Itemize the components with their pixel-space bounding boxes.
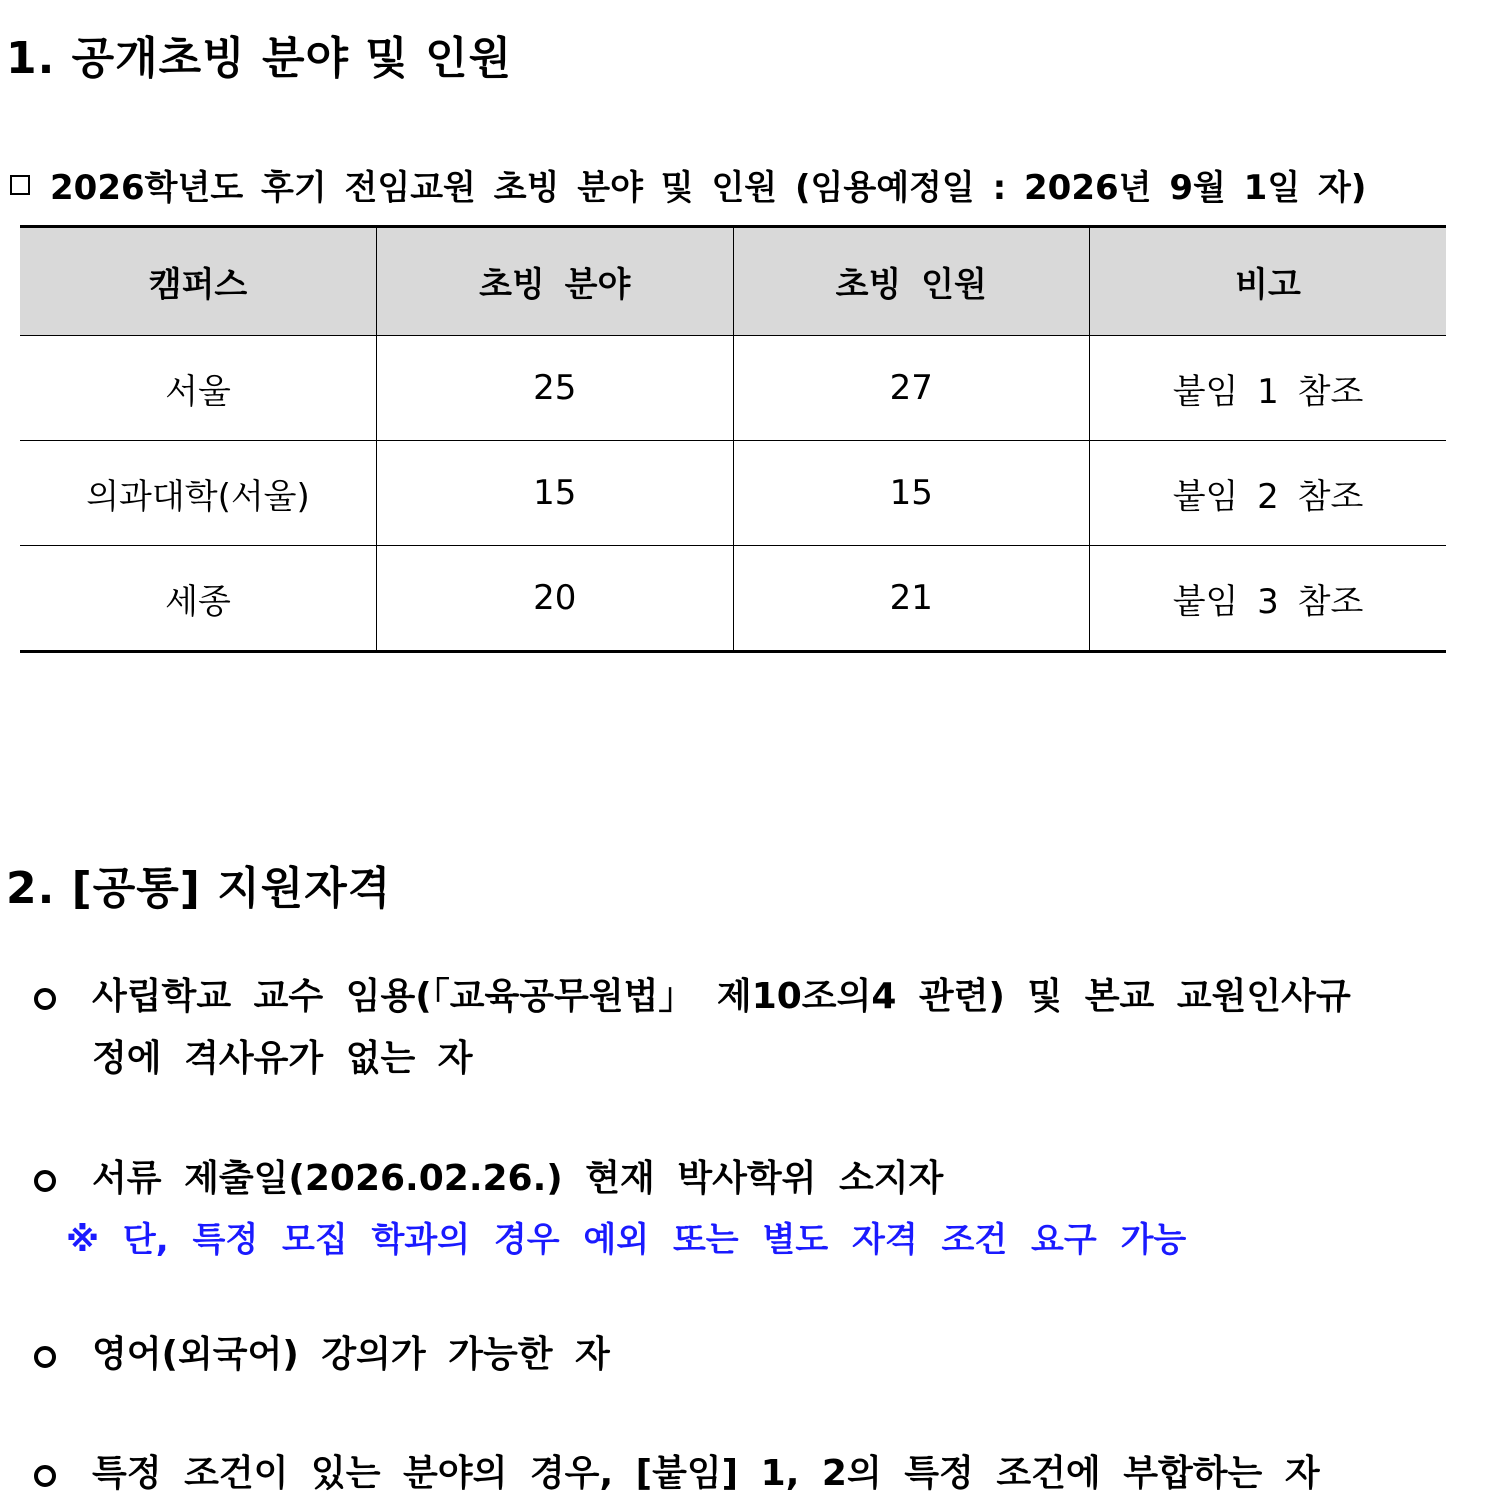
cell-count: 21	[733, 546, 1090, 652]
circle-bullet-icon	[34, 1465, 56, 1487]
circle-bullet-icon	[34, 988, 56, 1010]
qualification-text: 영어(외국어) 강의가 가능한 자	[92, 1334, 610, 1375]
circle-bullet-icon	[34, 1346, 56, 1368]
section2-heading: 2. [공통] 지원자격	[6, 863, 392, 914]
section1-heading: 1. 공개초빙 분야 및 인원	[6, 33, 513, 84]
cell-campus: 의과대학(서울)	[20, 441, 377, 546]
qualification-text: 특정 조건이 있는 분야의 경우, [붙임] 1, 2의 특정 조건에 부합하는 자	[92, 1453, 1320, 1494]
header-note: 비고	[1090, 227, 1447, 336]
cell-note: 붙임 1 참조	[1090, 336, 1447, 441]
header-campus: 캠퍼스	[20, 227, 377, 336]
table-row	[20, 336, 1446, 441]
circle-bullet-icon	[34, 1170, 56, 1192]
table-subtitle-text: 2026학년도 후기 전임교원 초빙 분야 및 인원 (임용예정일 : 2026년 9월 1일 자)	[50, 168, 1367, 208]
qualification-text: 정에 격사유가 없는 자	[92, 1038, 473, 1079]
square-bullet-icon	[10, 175, 30, 195]
qualification-text: 사립학교 교수 임용(「교육공무원법」 제10조의4 관련) 및 본교 교원인사규	[92, 976, 1351, 1017]
cell-note: 붙임 3 참조	[1172, 581, 1364, 622]
cell-campus: 세종	[20, 546, 377, 652]
table-row	[20, 441, 1446, 546]
cell-count: 27	[733, 336, 1090, 441]
qualification-text: 서류 제출일(2026.02.26.) 현재 박사학위 소지자	[92, 1158, 944, 1199]
header-field: 초빙 분야	[377, 227, 734, 336]
cell-note: 붙임 2 참조	[1090, 441, 1447, 546]
table-header-row	[20, 227, 1446, 336]
cell-campus: 서울	[20, 336, 377, 441]
header-count: 초빙 인원	[733, 227, 1090, 336]
cell-count: 15	[733, 441, 1090, 546]
cell-field: 25	[377, 336, 734, 441]
recruitment-table	[20, 225, 1446, 653]
table-subtitle	[10, 160, 1366, 209]
cell-field: 15	[377, 441, 734, 546]
cell-field: 20	[377, 546, 734, 652]
table-row	[20, 546, 1446, 652]
qualification-note: ※ 단, 특정 모집 학과의 경우 예외 또는 별도 자격 조건 요구 가능	[66, 1220, 1187, 1260]
